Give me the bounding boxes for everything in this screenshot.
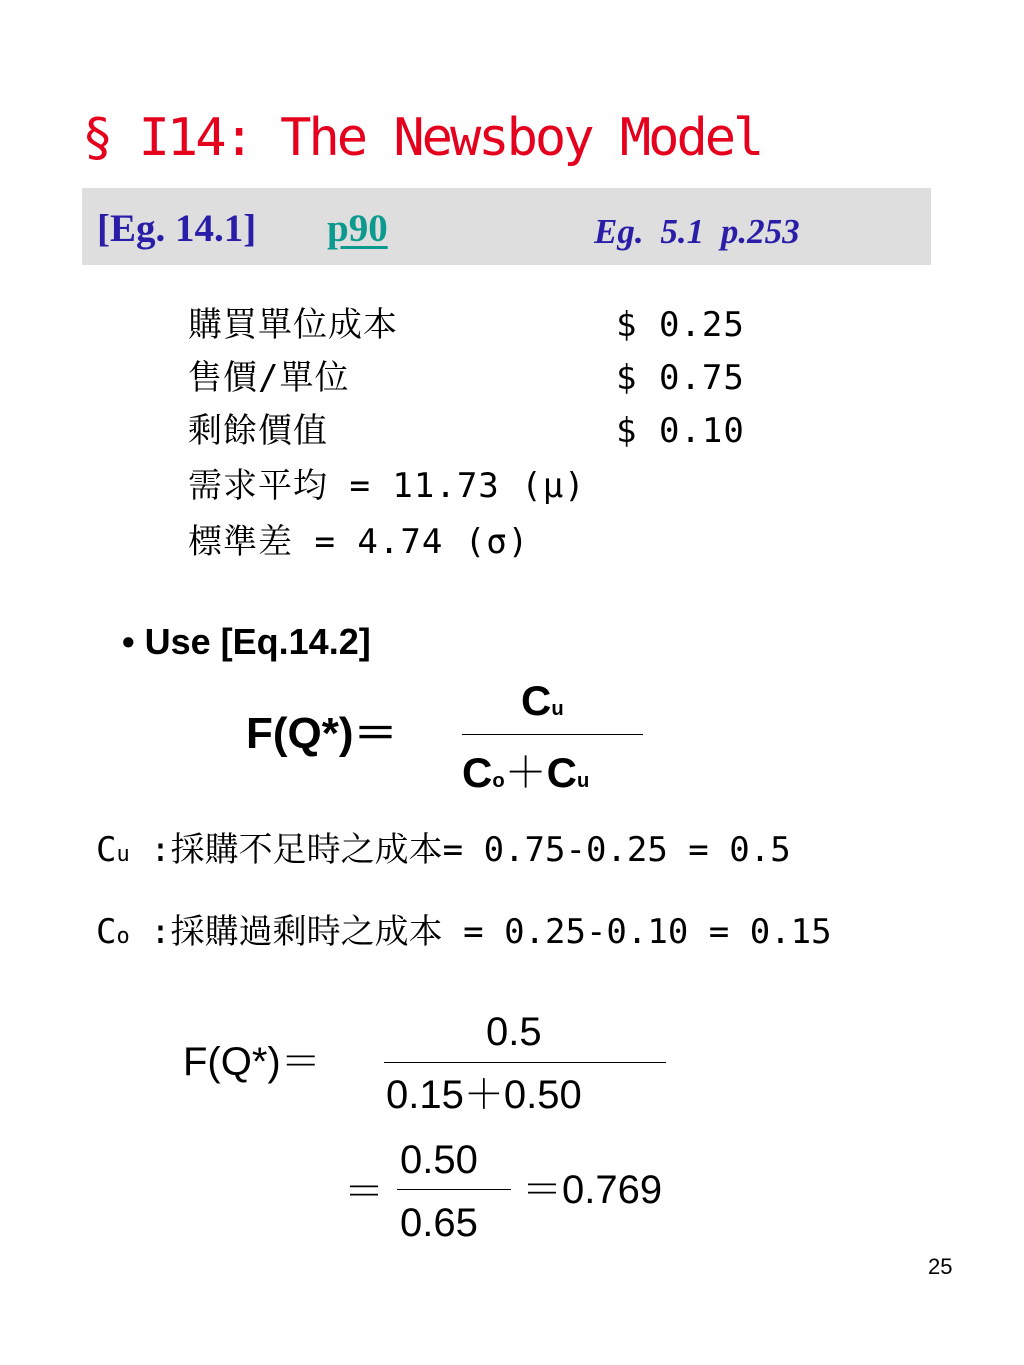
- calc-lhs: F(Q*)＝: [183, 1040, 321, 1084]
- param-label-unit-cost: 購買單位成本: [188, 305, 398, 345]
- slide-title: § I14: The Newsboy Model: [82, 108, 762, 168]
- calc-result: ＝0.769: [522, 1168, 663, 1212]
- underage-cost: Cu :採購不足時之成本= 0.75-0.25 = 0.5: [96, 830, 791, 870]
- bullet-text: Use [Eq.14.2]: [144, 621, 371, 662]
- param-label-salvage: 剩餘價值: [188, 411, 328, 451]
- param-value-salvage: $ 0.10: [616, 411, 745, 451]
- page-link[interactable]: p90: [327, 207, 388, 250]
- bullet-marker: •: [122, 621, 135, 662]
- calc-fraction-bar-2: [397, 1189, 511, 1190]
- formula-numerator: Cu: [521, 677, 564, 724]
- calc-denominator-1: 0.15＋0.50: [386, 1073, 582, 1117]
- demand-mean: 需求平均 = 11.73 (μ): [188, 466, 586, 506]
- param-label-price: 售價/單位: [188, 358, 350, 398]
- formula-lhs: F(Q*)＝: [246, 709, 398, 758]
- formula-denominator: Co＋Cu: [462, 749, 590, 796]
- bullet-item: [122, 620, 371, 664]
- calc-fraction-bar-1: [384, 1062, 666, 1063]
- param-value-unit-cost: $ 0.25: [616, 305, 745, 345]
- formula-fraction-bar: [462, 734, 643, 735]
- param-value-price: $ 0.75: [616, 358, 745, 398]
- page-number: 25: [928, 1254, 953, 1279]
- alternate-reference: Eg. 5.1 p.253: [594, 212, 800, 251]
- overage-cost: Co :採購過剩時之成本 = 0.25-0.10 = 0.15: [96, 912, 832, 952]
- calc-denominator-2: 0.65: [400, 1201, 478, 1245]
- calc-numerator-2: 0.50: [400, 1138, 478, 1182]
- calc-equals: ＝: [344, 1170, 384, 1214]
- calc-numerator-1: 0.5: [486, 1010, 542, 1054]
- demand-std: 標準差 = 4.74 (σ): [188, 522, 530, 562]
- example-reference: [Eg. 14.1]: [97, 207, 257, 250]
